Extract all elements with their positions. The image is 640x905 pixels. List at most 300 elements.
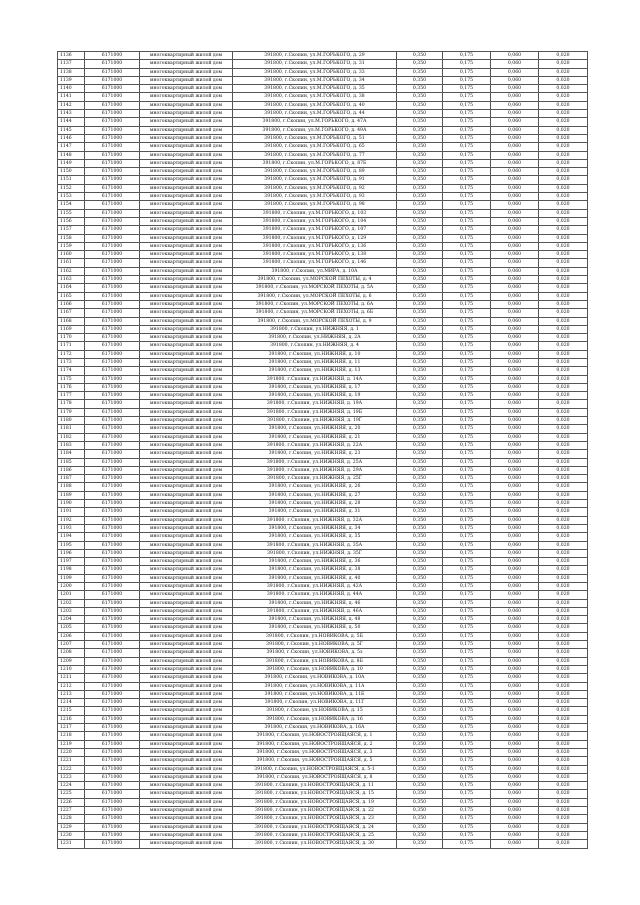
value-1-cell: 0,350 <box>397 334 443 342</box>
value-3-cell: 0,060 <box>491 508 539 516</box>
building-type-cell: многоквартирный жилой дом <box>140 209 233 217</box>
value-3-cell: 0,060 <box>491 325 539 333</box>
value-2-cell: 0,175 <box>443 68 491 76</box>
value-4-cell: 0,020 <box>539 209 588 217</box>
value-3-cell: 0,060 <box>491 201 539 209</box>
row-number-cell: 1206 <box>58 632 85 640</box>
building-type-cell: многоквартирный жилой дом <box>140 408 233 416</box>
building-type-cell: многоквартирный жилой дом <box>140 350 233 358</box>
address-cell: 391800, г.Скопин, ул.М.ГОРЬКОГО, д. 91 <box>233 176 397 184</box>
code-cell: 6171000 <box>85 491 140 499</box>
value-4-cell: 0,020 <box>539 574 588 582</box>
code-cell: 6171000 <box>85 367 140 375</box>
value-4-cell: 0,020 <box>539 60 588 68</box>
row-number-cell: 1222 <box>58 765 85 773</box>
row-number-cell: 1167 <box>58 309 85 317</box>
code-cell: 6171000 <box>85 707 140 715</box>
value-4-cell: 0,020 <box>539 765 588 773</box>
value-4-cell: 0,020 <box>539 367 588 375</box>
value-2-cell: 0,175 <box>443 699 491 707</box>
row-number-cell: 1231 <box>58 840 85 848</box>
value-4-cell: 0,020 <box>539 342 588 350</box>
value-2-cell: 0,175 <box>443 350 491 358</box>
value-1-cell: 0,350 <box>397 284 443 292</box>
code-cell: 6171000 <box>85 317 140 325</box>
code-cell: 6171000 <box>85 699 140 707</box>
value-1-cell: 0,350 <box>397 574 443 582</box>
table-row <box>58 549 588 557</box>
address-cell: 391800, г.Скопин, ул.НОВОСТРОЯЩАЯСЯ, д. 15 <box>233 790 397 798</box>
row-number-cell: 1165 <box>58 292 85 300</box>
building-type-cell: многоквартирный жилой дом <box>140 574 233 582</box>
value-2-cell: 0,175 <box>443 408 491 416</box>
code-cell: 6171000 <box>85 168 140 176</box>
code-cell: 6171000 <box>85 765 140 773</box>
value-4-cell: 0,020 <box>539 458 588 466</box>
value-1-cell: 0,350 <box>397 400 443 408</box>
row-number-cell: 1169 <box>58 325 85 333</box>
address-cell: 391800, г.Скопин, ул.НИЖНЯЯ, д. 17 <box>233 383 397 391</box>
value-1-cell: 0,350 <box>397 417 443 425</box>
value-2-cell: 0,175 <box>443 417 491 425</box>
row-number-cell: 1201 <box>58 591 85 599</box>
value-3-cell: 0,060 <box>491 831 539 839</box>
value-1-cell: 0,350 <box>397 126 443 134</box>
value-3-cell: 0,060 <box>491 450 539 458</box>
value-4-cell: 0,020 <box>539 649 588 657</box>
value-2-cell: 0,175 <box>443 292 491 300</box>
table-row <box>58 599 588 607</box>
value-2-cell: 0,175 <box>443 607 491 615</box>
row-number-cell: 1139 <box>58 76 85 84</box>
row-number-cell: 1170 <box>58 334 85 342</box>
building-type-cell: многоквартирный жилой дом <box>140 748 233 756</box>
value-4-cell: 0,020 <box>539 76 588 84</box>
row-number-cell: 1204 <box>58 616 85 624</box>
code-cell: 6171000 <box>85 500 140 508</box>
row-number-cell: 1198 <box>58 566 85 574</box>
code-cell: 6171000 <box>85 649 140 657</box>
code-cell: 6171000 <box>85 773 140 781</box>
row-number-cell: 1175 <box>58 375 85 383</box>
value-2-cell: 0,175 <box>443 599 491 607</box>
value-2-cell: 0,175 <box>443 433 491 441</box>
row-number-cell: 1230 <box>58 831 85 839</box>
table-row <box>58 60 588 68</box>
value-2-cell: 0,175 <box>443 441 491 449</box>
address-cell: 391800, г.Скопин, ул.НОВИКОВА, д. 5з <box>233 649 397 657</box>
address-cell: 391800, г.Скопин, ул.МОРСКОЙ ПЕХОТЫ, д. 6Б <box>233 309 397 317</box>
table-row <box>58 491 588 499</box>
value-1-cell: 0,350 <box>397 118 443 126</box>
address-cell: 391800, г.Скопин, ул.М.ГОРЬКОГО, д. 35 <box>233 85 397 93</box>
code-cell: 6171000 <box>85 674 140 682</box>
value-3-cell: 0,060 <box>491 110 539 118</box>
code-cell: 6171000 <box>85 599 140 607</box>
table-row <box>58 748 588 756</box>
value-3-cell: 0,060 <box>491 367 539 375</box>
code-cell: 6171000 <box>85 516 140 524</box>
building-type-cell: многоквартирный жилой дом <box>140 690 233 698</box>
value-4-cell: 0,020 <box>539 798 588 806</box>
table-row <box>58 566 588 574</box>
value-2-cell: 0,175 <box>443 342 491 350</box>
building-type-cell: многоквартирный жилой дом <box>140 118 233 126</box>
table-row <box>58 831 588 839</box>
address-cell: 391800, г.Скопин, ул.НИЖНЯЯ, д. 19 <box>233 392 397 400</box>
building-type-cell: многоквартирный жилой дом <box>140 732 233 740</box>
building-type-cell: многоквартирный жилой дом <box>140 126 233 134</box>
table-row <box>58 110 588 118</box>
value-3-cell: 0,060 <box>491 798 539 806</box>
table-row <box>58 732 588 740</box>
row-number-cell: 1219 <box>58 740 85 748</box>
table-row <box>58 782 588 790</box>
value-1-cell: 0,350 <box>397 209 443 217</box>
address-cell: 391800, г.Скопин, ул.НИЖНЯЯ, д. 48 <box>233 616 397 624</box>
value-2-cell: 0,175 <box>443 367 491 375</box>
building-type-cell: многоквартирный жилой дом <box>140 516 233 524</box>
value-3-cell: 0,060 <box>491 724 539 732</box>
building-type-cell: многоквартирный жилой дом <box>140 143 233 151</box>
table-row <box>58 276 588 284</box>
row-number-cell: 1189 <box>58 491 85 499</box>
row-number-cell: 1225 <box>58 790 85 798</box>
table-row <box>58 85 588 93</box>
value-1-cell: 0,350 <box>397 234 443 242</box>
building-type-cell: многоквартирный жилой дом <box>140 491 233 499</box>
code-cell: 6171000 <box>85 234 140 242</box>
code-cell: 6171000 <box>85 715 140 723</box>
building-type-cell: многоквартирный жилой дом <box>140 400 233 408</box>
table-row <box>58 649 588 657</box>
building-type-cell: многоквартирный жилой дом <box>140 757 233 765</box>
value-4-cell: 0,020 <box>539 217 588 225</box>
code-cell: 6171000 <box>85 757 140 765</box>
value-1-cell: 0,350 <box>397 541 443 549</box>
row-number-cell: 1203 <box>58 607 85 615</box>
value-3-cell: 0,060 <box>491 674 539 682</box>
address-cell: 391800, г.Скопин, ул.М.ГОРЬКОГО, д. 92 <box>233 184 397 192</box>
value-1-cell: 0,350 <box>397 367 443 375</box>
address-cell: 391800, г.Скопин, ул.НИЖНЯЯ, д. 14А <box>233 375 397 383</box>
building-type-cell: многоквартирный жилой дом <box>140 292 233 300</box>
building-type-cell: многоквартирный жилой дом <box>140 151 233 159</box>
table-row <box>58 558 588 566</box>
row-number-cell: 1188 <box>58 483 85 491</box>
value-3-cell: 0,060 <box>491 433 539 441</box>
code-cell: 6171000 <box>85 325 140 333</box>
code-cell: 6171000 <box>85 85 140 93</box>
building-type-cell: многоквартирный жилой дом <box>140 93 233 101</box>
building-type-cell: многоквартирный жилой дом <box>140 458 233 466</box>
address-cell: 391800, г.Скопин, ул.НИЖНЯЯ, д. 50 <box>233 624 397 632</box>
code-cell: 6171000 <box>85 798 140 806</box>
address-cell: 391800, г.Скопин, ул.НИЖНЯЯ, д. 19Г <box>233 417 397 425</box>
value-3-cell: 0,060 <box>491 375 539 383</box>
building-type-cell: многоквартирный жилой дом <box>140 566 233 574</box>
address-cell: 391800, г.Скопин, ул.М.ГОРЬКОГО, д. 146 <box>233 259 397 267</box>
code-cell: 6171000 <box>85 823 140 831</box>
code-cell: 6171000 <box>85 176 140 184</box>
address-cell: 391800, г.Скопин, ул.М.ГОРЬКОГО, д. 77 <box>233 151 397 159</box>
value-3-cell: 0,060 <box>491 782 539 790</box>
value-2-cell: 0,175 <box>443 574 491 582</box>
address-cell: 391800, г.Скопин, ул.НОВОСТРОЯЩАЯСЯ, д. 30 <box>233 840 397 848</box>
code-cell: 6171000 <box>85 566 140 574</box>
code-cell: 6171000 <box>85 284 140 292</box>
value-2-cell: 0,175 <box>443 732 491 740</box>
code-cell: 6171000 <box>85 251 140 259</box>
table-row <box>58 425 588 433</box>
value-1-cell: 0,350 <box>397 52 443 60</box>
row-number-cell: 1191 <box>58 508 85 516</box>
value-3-cell: 0,060 <box>491 591 539 599</box>
value-1-cell: 0,350 <box>397 193 443 201</box>
value-4-cell: 0,020 <box>539 350 588 358</box>
value-2-cell: 0,175 <box>443 782 491 790</box>
value-2-cell: 0,175 <box>443 483 491 491</box>
value-2-cell: 0,175 <box>443 101 491 109</box>
value-4-cell: 0,020 <box>539 143 588 151</box>
building-type-cell: многоквартирный жилой дом <box>140 533 233 541</box>
value-1-cell: 0,350 <box>397 807 443 815</box>
code-cell: 6171000 <box>85 134 140 142</box>
address-cell: 391800, г.Скопин, ул.МОРСКОЙ ПЕХОТЫ, д. 6А <box>233 300 397 308</box>
value-1-cell: 0,350 <box>397 134 443 142</box>
code-cell: 6171000 <box>85 209 140 217</box>
address-cell: 391800, г.Скопин, ул.НИЖНЯЯ, д. 25Г <box>233 475 397 483</box>
value-1-cell: 0,350 <box>397 325 443 333</box>
table-row <box>58 267 588 275</box>
code-cell: 6171000 <box>85 549 140 557</box>
code-cell: 6171000 <box>85 400 140 408</box>
value-2-cell: 0,175 <box>443 624 491 632</box>
value-4-cell: 0,020 <box>539 425 588 433</box>
value-3-cell: 0,060 <box>491 126 539 134</box>
value-2-cell: 0,175 <box>443 649 491 657</box>
value-1-cell: 0,350 <box>397 508 443 516</box>
row-number-cell: 1211 <box>58 674 85 682</box>
table-row <box>58 533 588 541</box>
value-2-cell: 0,175 <box>443 541 491 549</box>
value-3-cell: 0,060 <box>491 176 539 184</box>
value-3-cell: 0,060 <box>491 425 539 433</box>
table-row <box>58 334 588 342</box>
value-3-cell: 0,060 <box>491 60 539 68</box>
row-number-cell: 1213 <box>58 690 85 698</box>
code-cell: 6171000 <box>85 433 140 441</box>
code-cell: 6171000 <box>85 358 140 366</box>
code-cell: 6171000 <box>85 724 140 732</box>
value-1-cell: 0,350 <box>397 699 443 707</box>
value-4-cell: 0,020 <box>539 466 588 474</box>
table-row <box>58 458 588 466</box>
code-cell: 6171000 <box>85 300 140 308</box>
value-3-cell: 0,060 <box>491 707 539 715</box>
code-cell: 6171000 <box>85 408 140 416</box>
address-cell: 391800, г.Скопин, ул.НИЖНЯЯ, д. 2А <box>233 334 397 342</box>
table-row <box>58 176 588 184</box>
code-cell: 6171000 <box>85 607 140 615</box>
value-3-cell: 0,060 <box>491 217 539 225</box>
row-number-cell: 1157 <box>58 226 85 234</box>
value-2-cell: 0,175 <box>443 176 491 184</box>
value-3-cell: 0,060 <box>491 184 539 192</box>
address-cell: 391800, г.Скопин, ул.МОРСКОЙ ПЕХОТЫ, д. 6 <box>233 292 397 300</box>
address-cell: 391800, г.Скопин, ул.НИЖНЯЯ, д. 25А <box>233 458 397 466</box>
value-2-cell: 0,175 <box>443 134 491 142</box>
value-4-cell: 0,020 <box>539 665 588 673</box>
value-1-cell: 0,350 <box>397 433 443 441</box>
value-3-cell: 0,060 <box>491 242 539 250</box>
code-cell: 6171000 <box>85 450 140 458</box>
value-4-cell: 0,020 <box>539 549 588 557</box>
value-3-cell: 0,060 <box>491 400 539 408</box>
table-row <box>58 400 588 408</box>
building-type-cell: многоквартирный жилой дом <box>140 765 233 773</box>
value-3-cell: 0,060 <box>491 607 539 615</box>
value-2-cell: 0,175 <box>443 715 491 723</box>
value-4-cell: 0,020 <box>539 242 588 250</box>
building-type-cell: многоквартирный жилой дом <box>140 284 233 292</box>
table-row <box>58 226 588 234</box>
value-4-cell: 0,020 <box>539 118 588 126</box>
value-3-cell: 0,060 <box>491 85 539 93</box>
value-3-cell: 0,060 <box>491 309 539 317</box>
value-1-cell: 0,350 <box>397 358 443 366</box>
value-4-cell: 0,020 <box>539 690 588 698</box>
value-1-cell: 0,350 <box>397 840 443 848</box>
address-cell: 391800, г.Скопин, ул.М.ГОРЬКОГО, д. 103 <box>233 209 397 217</box>
row-number-cell: 1215 <box>58 707 85 715</box>
value-4-cell: 0,020 <box>539 591 588 599</box>
value-2-cell: 0,175 <box>443 110 491 118</box>
value-1-cell: 0,350 <box>397 68 443 76</box>
code-cell: 6171000 <box>85 748 140 756</box>
value-2-cell: 0,175 <box>443 566 491 574</box>
value-3-cell: 0,060 <box>491 624 539 632</box>
table-row <box>58 483 588 491</box>
value-2-cell: 0,175 <box>443 466 491 474</box>
row-number-cell: 1184 <box>58 450 85 458</box>
value-2-cell: 0,175 <box>443 85 491 93</box>
value-1-cell: 0,350 <box>397 516 443 524</box>
table-row <box>58 68 588 76</box>
value-3-cell: 0,060 <box>491 773 539 781</box>
value-2-cell: 0,175 <box>443 773 491 781</box>
table-row <box>58 665 588 673</box>
code-cell: 6171000 <box>85 558 140 566</box>
value-4-cell: 0,020 <box>539 433 588 441</box>
row-number-cell: 1200 <box>58 583 85 591</box>
value-3-cell: 0,060 <box>491 790 539 798</box>
building-type-cell: многоквартирный жилой дом <box>140 466 233 474</box>
building-type-cell: многоквартирный жилой дом <box>140 226 233 234</box>
value-2-cell: 0,175 <box>443 284 491 292</box>
value-1-cell: 0,350 <box>397 815 443 823</box>
building-type-cell: многоквартирный жилой дом <box>140 392 233 400</box>
table-row <box>58 790 588 798</box>
value-4-cell: 0,020 <box>539 110 588 118</box>
row-number-cell: 1148 <box>58 151 85 159</box>
value-1-cell: 0,350 <box>397 309 443 317</box>
value-4-cell: 0,020 <box>539 599 588 607</box>
address-cell: 391800, г.Скопин, ул.НОВОСТРОЯЩАЯСЯ, д. 2 <box>233 740 397 748</box>
value-2-cell: 0,175 <box>443 392 491 400</box>
row-number-cell: 1218 <box>58 732 85 740</box>
building-type-cell: многоквартирный жилой дом <box>140 632 233 640</box>
table-row <box>58 209 588 217</box>
value-4-cell: 0,020 <box>539 408 588 416</box>
value-1-cell: 0,350 <box>397 624 443 632</box>
table-row <box>58 350 588 358</box>
value-2-cell: 0,175 <box>443 358 491 366</box>
code-cell: 6171000 <box>85 483 140 491</box>
row-number-cell: 1192 <box>58 516 85 524</box>
table-row <box>58 52 588 60</box>
value-1-cell: 0,350 <box>397 632 443 640</box>
table-row <box>58 823 588 831</box>
value-2-cell: 0,175 <box>443 151 491 159</box>
table-row <box>58 607 588 615</box>
building-type-cell: многоквартирный жилой дом <box>140 641 233 649</box>
table-row <box>58 657 588 665</box>
row-number-cell: 1147 <box>58 143 85 151</box>
value-1-cell: 0,350 <box>397 690 443 698</box>
value-2-cell: 0,175 <box>443 193 491 201</box>
value-2-cell: 0,175 <box>443 400 491 408</box>
value-1-cell: 0,350 <box>397 143 443 151</box>
code-cell: 6171000 <box>85 60 140 68</box>
building-type-cell: многоквартирный жилой дом <box>140 52 233 60</box>
value-1-cell: 0,350 <box>397 383 443 391</box>
table-row <box>58 583 588 591</box>
code-cell: 6171000 <box>85 831 140 839</box>
address-cell: 391800, г.Скопин, ул.М.ГОРЬКОГО, д. 136 <box>233 242 397 250</box>
value-4-cell: 0,020 <box>539 616 588 624</box>
value-4-cell: 0,020 <box>539 52 588 60</box>
value-2-cell: 0,175 <box>443 60 491 68</box>
row-number-cell: 1180 <box>58 417 85 425</box>
address-cell: 391800, г.Скопин, ул.НОВИКОВА, д. 5Б <box>233 632 397 640</box>
building-type-cell: многоквартирный жилой дом <box>140 541 233 549</box>
table-row <box>58 466 588 474</box>
value-4-cell: 0,020 <box>539 267 588 275</box>
address-cell: 391800, г.Скопин, ул.НОВИКОВА, д. 8Б <box>233 657 397 665</box>
row-number-cell: 1152 <box>58 184 85 192</box>
value-1-cell: 0,350 <box>397 732 443 740</box>
value-1-cell: 0,350 <box>397 251 443 259</box>
value-2-cell: 0,175 <box>443 234 491 242</box>
building-type-cell: многоквартирный жилой дом <box>140 110 233 118</box>
table-row <box>58 450 588 458</box>
building-type-cell: многоквартирный жилой дом <box>140 433 233 441</box>
building-type-cell: многоквартирный жилой дом <box>140 483 233 491</box>
row-number-cell: 1214 <box>58 699 85 707</box>
table-row <box>58 516 588 524</box>
value-4-cell: 0,020 <box>539 807 588 815</box>
building-type-cell: многоквартирный жилой дом <box>140 201 233 209</box>
address-cell: 391800, г.Скопин, ул.МОРСКОЙ ПЕХОТЫ, д. 5А <box>233 284 397 292</box>
building-type-cell: многоквартирный жилой дом <box>140 699 233 707</box>
building-type-cell: многоквартирный жилой дом <box>140 524 233 532</box>
value-4-cell: 0,020 <box>539 226 588 234</box>
value-2-cell: 0,175 <box>443 583 491 591</box>
value-3-cell: 0,060 <box>491 334 539 342</box>
row-number-cell: 1190 <box>58 500 85 508</box>
building-type-cell: многоквартирный жилой дом <box>140 342 233 350</box>
